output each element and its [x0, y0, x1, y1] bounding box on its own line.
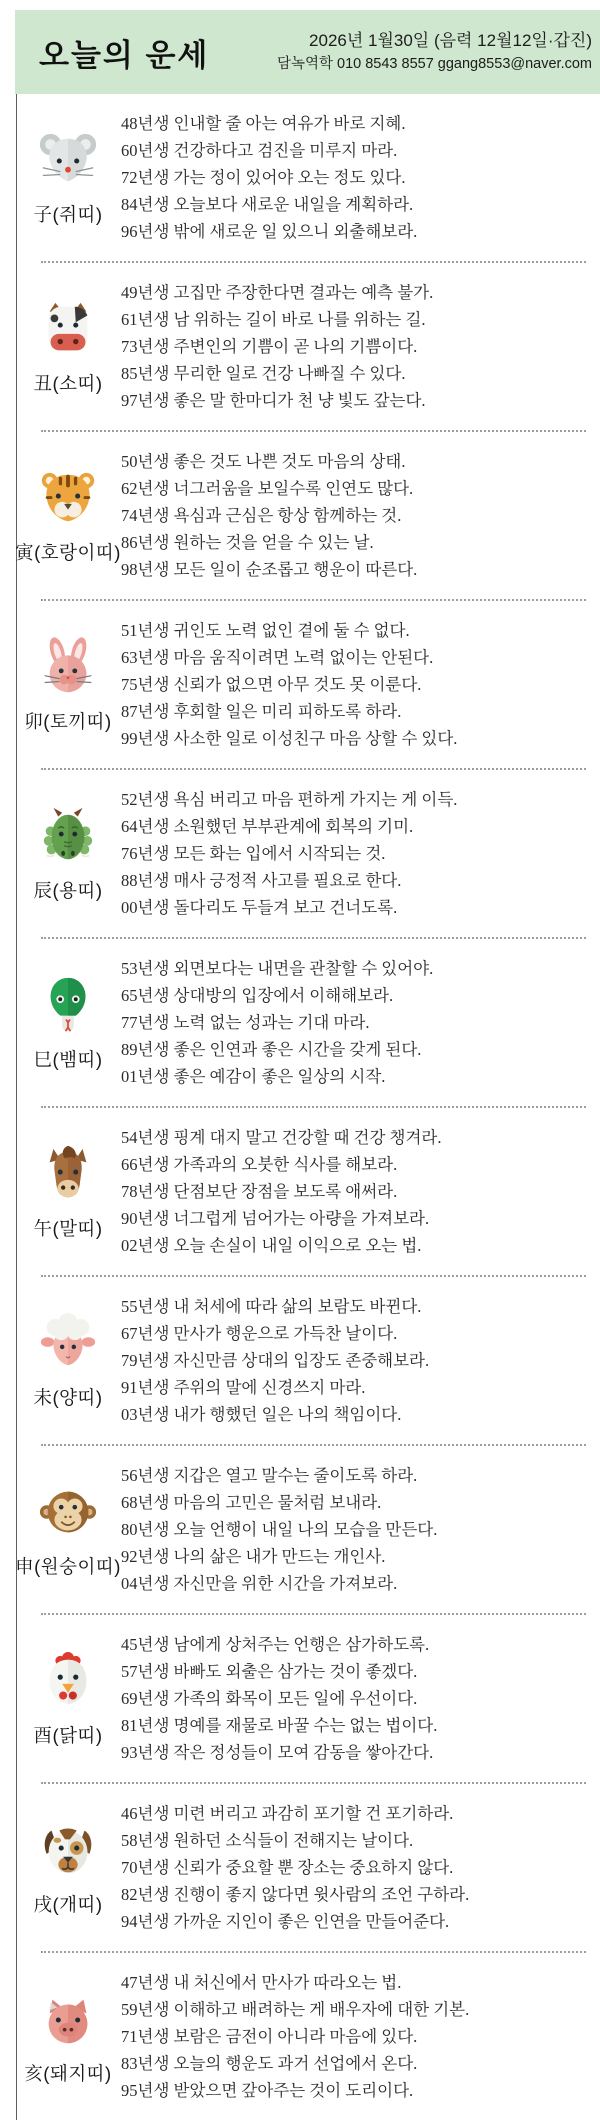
- fortune-line: 86년생 원하는 것을 얻을 수 있는 날.: [121, 533, 374, 552]
- fortune-line: 00년생 돌다리도 두들겨 보고 건너도록.: [121, 898, 398, 917]
- zodiac-list: [16, 94, 600, 2120]
- fortune-line: 47년생 내 처신에서 만사가 따라오는 법.: [121, 1973, 402, 1992]
- zodiac-section-horse: [17, 1108, 600, 1275]
- fortune-line: 75년생 신뢰가 없으면 아무 것도 못 이룬다.: [121, 675, 422, 694]
- fortune-line: 91년생 주위의 말에 신경쓰지 마라.: [121, 1378, 366, 1397]
- ox-icon: [37, 298, 99, 360]
- fortune-line: 51년생 귀인도 노력 없인 곁에 둘 수 없다.: [121, 621, 410, 640]
- fortune-line: 56년생 지갑은 열고 말수는 줄이도록 하라.: [121, 1466, 418, 1485]
- fortune-line: 03년생 내가 행했던 일은 나의 책임이다.: [121, 1405, 402, 1424]
- fortune-line: 50년생 좋은 것도 나쁜 것도 마음의 상태.: [121, 452, 406, 471]
- zodiac-label: 辰(용띠): [33, 879, 103, 901]
- fortune-line: 46년생 미련 버리고 과감히 포기할 건 포기하라.: [121, 1804, 454, 1823]
- fortune-line: 65년생 상대방의 입장에서 이해해보라.: [121, 986, 394, 1005]
- fortune-line: 73년생 주변인의 기쁨이 곧 나의 기쁨이다.: [121, 337, 418, 356]
- fortune-line: 53년생 외면보다는 내면을 관찰할 수 있어야.: [121, 959, 434, 978]
- zodiac-section-pig: [17, 1953, 600, 2120]
- fortune-line: 01년생 좋은 예감이 좋은 일상의 시작.: [121, 1067, 386, 1086]
- fortune-line: 84년생 오늘보다 새로운 내일을 계획하라.: [121, 195, 414, 214]
- fortune-line: 02년생 오늘 손실이 내일 이익으로 오는 법.: [121, 1236, 422, 1255]
- zodiac-section-snake: [17, 939, 600, 1106]
- horse-icon: [37, 1143, 99, 1205]
- zodiac-label: 午(말띠): [33, 1217, 103, 1239]
- zodiac-label: 申(원숭이띠): [15, 1555, 121, 1577]
- fortune-line: 64년생 소원했던 부부관계에 회복의 기미.: [121, 817, 414, 836]
- zodiac-label: 寅(호랑이띠): [15, 541, 121, 563]
- header-info: [277, 29, 600, 75]
- fortune-line: 49년생 고집만 주장한다면 결과는 예측 불가.: [121, 283, 434, 302]
- rabbit-icon: [37, 636, 99, 698]
- fortune-line: 66년생 가족과의 오붓한 식사를 해보라.: [121, 1155, 398, 1174]
- zodiac-section-tiger: [17, 432, 600, 599]
- fortune-line: 85년생 무리한 일로 건강 나빠질 수 있다.: [121, 364, 406, 383]
- zodiac-label: 卯(토끼띠): [24, 710, 112, 732]
- monkey-icon: [37, 1481, 99, 1543]
- fortune-line: 60년생 건강하다고 검진을 미루지 마라.: [121, 141, 398, 160]
- zodiac-label: 戌(개띠): [33, 1893, 103, 1915]
- zodiac-label: 未(양띠): [33, 1386, 103, 1408]
- fortune-line: 71년생 보람은 금전이 아니라 마음에 있다.: [121, 2027, 418, 2046]
- fortune-line: 67년생 만사가 행운으로 가득찬 날이다.: [121, 1324, 398, 1343]
- tiger-icon: [37, 467, 99, 529]
- fortune-line: 63년생 마음 움직이려면 노력 없이는 안된다.: [121, 648, 434, 667]
- fortune-line: 94년생 가까운 지인이 좋은 인연을 만들어준다.: [121, 1912, 450, 1931]
- fortune-line: 61년생 남 위하는 길이 바로 나를 위하는 길.: [121, 310, 426, 329]
- fortune-line: 48년생 인내할 줄 아는 여유가 바로 지혜.: [121, 114, 406, 133]
- zodiac-section-dragon: [17, 770, 600, 937]
- fortune-line: 72년생 가는 정이 있어야 오는 정도 있다.: [121, 168, 406, 187]
- zodiac-section-rabbit: [17, 601, 600, 768]
- zodiac-section-rat: [17, 94, 600, 261]
- fortune-line: 80년생 오늘 언행이 내일 나의 모습을 만든다.: [121, 1520, 438, 1539]
- fortune-line: 82년생 진행이 좋지 않다면 윗사람의 조언 구하라.: [121, 1885, 470, 1904]
- dog-icon: [37, 1819, 99, 1881]
- fortune-line: 97년생 좋은 말 한마디가 천 냥 빛도 갚는다.: [121, 391, 426, 410]
- zodiac-label: 丑(소띠): [33, 372, 103, 394]
- fortune-line: 68년생 마음의 고민은 물처럼 보내라.: [121, 1493, 382, 1512]
- pig-icon: [37, 1988, 99, 2050]
- zodiac-label: 酉(닭띠): [33, 1724, 103, 1746]
- fortune-line: 04년생 자신만을 위한 시간을 가져보라.: [121, 1574, 398, 1593]
- fortune-line: 69년생 가족의 화목이 모든 일에 우선이다.: [121, 1689, 418, 1708]
- fortune-line: 92년생 나의 삶은 내가 만드는 개인사.: [121, 1547, 386, 1566]
- sheep-icon: [37, 1312, 99, 1374]
- fortune-line: 59년생 이해하고 배려하는 게 배우자에 대한 기본.: [121, 2000, 470, 2019]
- fortune-line: 62년생 너그러움을 보일수록 인연도 많다.: [121, 479, 414, 498]
- fortune-line: 81년생 명예를 재물로 바꿀 수는 없는 법이다.: [121, 1716, 438, 1735]
- fortune-line: 58년생 원하던 소식들이 전해지는 날이다.: [121, 1831, 414, 1850]
- fortune-line: 88년생 매사 긍정적 사고를 필요로 한다.: [121, 871, 402, 890]
- fortune-line: 45년생 남에게 상처주는 언행은 삼가하도록.: [121, 1635, 430, 1654]
- fortune-line: 89년생 좋은 인연과 좋은 시간을 갖게 된다.: [121, 1040, 422, 1059]
- rooster-icon: [37, 1650, 99, 1712]
- fortune-line: 93년생 작은 정성들이 모여 감동을 쌓아간다.: [121, 1743, 434, 1762]
- contact-line: 담녹역학 010 8543 8557 ggang8553@naver.com: [276, 55, 592, 72]
- page-header: [15, 10, 600, 94]
- zodiac-section-dog: [17, 1784, 600, 1951]
- fortune-line: 90년생 너그럽게 넘어가는 아량을 가져보라.: [121, 1209, 430, 1228]
- dragon-icon: [37, 805, 99, 867]
- fortune-line: 79년생 자신만큼 상대의 입장도 존중해보라.: [121, 1351, 430, 1370]
- zodiac-section-rooster: [17, 1615, 600, 1782]
- fortune-line: 74년생 욕심과 근심은 항상 함께하는 것.: [121, 506, 402, 525]
- zodiac-section-sheep: [17, 1277, 600, 1444]
- zodiac-label: 子(쥐띠): [33, 203, 103, 225]
- fortune-line: 98년생 모든 일이 순조롭고 행운이 따른다.: [121, 560, 418, 579]
- fortune-line: 95년생 받았으면 갚아주는 것이 도리이다.: [121, 2081, 414, 2100]
- date-line: 2026년 1월30일 (음력 12월12일·갑진): [309, 31, 592, 51]
- snake-icon: [37, 974, 99, 1036]
- page-title: 오늘의 운세: [39, 37, 210, 73]
- zodiac-section-ox: [17, 263, 600, 430]
- fortune-line: 57년생 바빠도 외출은 삼가는 것이 좋겠다.: [121, 1662, 418, 1681]
- fortune-line: 78년생 단점보단 장점을 보도록 애써라.: [121, 1182, 398, 1201]
- zodiac-label: 巳(뱀띠): [33, 1048, 103, 1070]
- fortune-line: 54년생 핑계 대지 말고 건강할 때 건강 챙겨라.: [121, 1128, 442, 1147]
- fortune-line: 55년생 내 처세에 따라 삶의 보람도 바뀐다.: [121, 1297, 422, 1316]
- fortune-line: 96년생 밖에 새로운 일 있으니 외출해보라.: [121, 222, 418, 241]
- rat-icon: [37, 129, 99, 191]
- zodiac-label: 亥(돼지띠): [24, 2062, 112, 2084]
- fortune-line: 52년생 욕심 버리고 마음 편하게 가지는 게 이득.: [121, 790, 458, 809]
- fortune-line: 83년생 오늘의 행운도 과거 선업에서 온다.: [121, 2054, 418, 2073]
- fortune-line: 76년생 모든 화는 입에서 시작되는 것.: [121, 844, 386, 863]
- fortune-line: 77년생 노력 없는 성과는 기대 마라.: [121, 1013, 370, 1032]
- fortune-line: 87년생 후회할 일은 미리 피하도록 하라.: [121, 702, 402, 721]
- zodiac-section-monkey: [17, 1446, 600, 1613]
- fortune-line: 99년생 사소한 일로 이성친구 마음 상할 수 있다.: [121, 729, 458, 748]
- fortune-line: 70년생 신뢰가 중요할 뿐 장소는 중요하지 않다.: [121, 1858, 454, 1877]
